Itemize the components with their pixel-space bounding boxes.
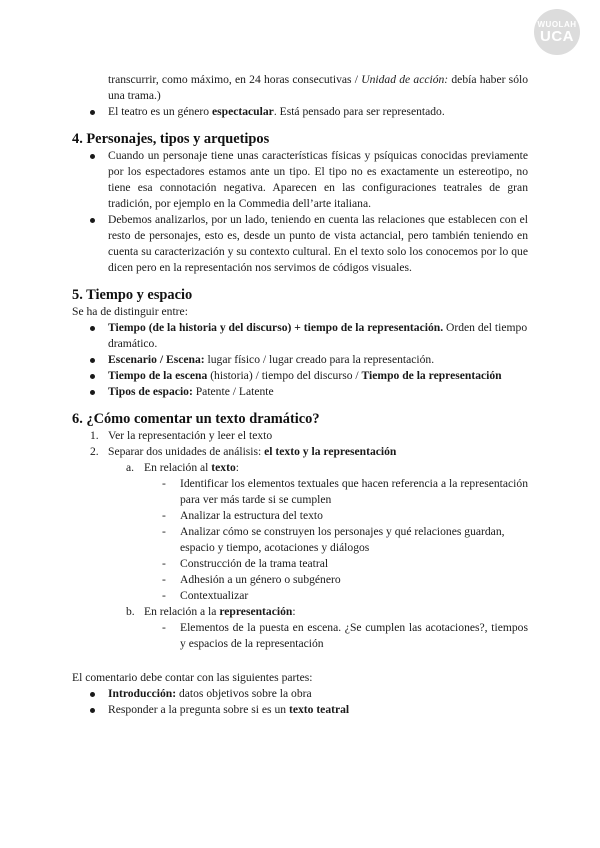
logo-line-2: UCA xyxy=(540,28,574,45)
sub-item-b xyxy=(72,604,528,620)
item-text: Construcción de la trama teatral xyxy=(180,557,329,570)
bullet-text: . Está pensado para ser representado. xyxy=(273,105,445,118)
bullet-text: Responder a la pregunta sobre si es un xyxy=(108,703,289,716)
dash-marker: - xyxy=(162,525,166,538)
section-5-heading: 5. Tiempo y espacio xyxy=(72,287,193,303)
item-text: Adhesión a un género o subgénero xyxy=(180,573,341,586)
bullet-spectacular xyxy=(72,104,528,120)
item-text: : xyxy=(292,605,296,618)
item-text: Analizar cómo se construyen los personajes y qué relaciones guardan, espacio y tiempo, acotaciones y diálogos xyxy=(180,525,505,554)
bullet-text: El teatro es un género xyxy=(108,105,212,118)
section-5-bullet-4 xyxy=(72,384,528,400)
list-marker: 2. xyxy=(90,445,99,458)
wuolah-uca-logo xyxy=(534,9,580,55)
bullet-text: Patente / Latente xyxy=(192,385,274,398)
item-bold: representación xyxy=(219,605,293,618)
dash-marker: - xyxy=(162,509,166,522)
list-marker: b. xyxy=(126,605,135,618)
item-text: Identificar los elementos textuales que hacen referencia a la representación para ver más tarde si se cumplen xyxy=(180,477,528,506)
dash-marker: - xyxy=(162,621,166,634)
comment-intro: El comentario debe contar con las siguientes partes: xyxy=(72,671,313,684)
comment-bullet-2 xyxy=(72,702,528,718)
section-6-heading: 6. ¿Cómo comentar un texto dramático? xyxy=(72,411,320,427)
section-5-bullet-1 xyxy=(72,320,528,352)
bullet-text: (historia) / tiempo del discurso / xyxy=(207,369,362,382)
bullet-bold: Tiempo de la representación xyxy=(361,369,502,382)
dash-item xyxy=(72,556,528,572)
dash-marker: - xyxy=(162,573,166,586)
bullet-bold: Tipos de espacio: xyxy=(108,385,193,398)
item-text: Analizar la estructura del texto xyxy=(180,509,323,522)
item-text: Elementos de la puesta en escena. ¿Se cumplen las acotaciones?, tiempos y espacios de la representación xyxy=(180,621,528,650)
numbered-item-2 xyxy=(72,444,528,460)
bullet-bold: Tiempo (de la historia y del discurso) + tiempo de la representación. xyxy=(108,321,444,334)
continued-text-a: transcurrir, como máximo, en 24 horas consecutivas / xyxy=(108,73,362,86)
item-text: Ver la representación y leer el texto xyxy=(108,429,273,442)
item-text: Separar dos unidades de análisis: xyxy=(108,445,265,458)
bullet-bold: Tiempo de la escena xyxy=(108,369,208,382)
dash-item xyxy=(72,572,528,588)
dash-item xyxy=(72,620,528,652)
bullet-bold: texto teatral xyxy=(288,703,350,716)
item-bold: el texto y la representación xyxy=(264,445,397,458)
bullet-text: lugar físico / lugar creado para la representación. xyxy=(204,353,435,366)
bullet-bold: Escenario / Escena: xyxy=(108,353,205,366)
item-bold: texto xyxy=(211,461,236,474)
bullet-bold: espectacular xyxy=(211,105,274,118)
dash-item xyxy=(72,524,528,556)
numbered-item-1 xyxy=(72,428,528,444)
continued-paragraph xyxy=(72,72,528,104)
section-5-intro: Se ha de distinguir entre: xyxy=(72,305,188,318)
logo-line-1: WUOLAH xyxy=(537,20,577,29)
list-marker: a. xyxy=(126,461,135,474)
section-4-bullet-2: Debemos analizarlos, por un lado, teniendo en cuenta las relaciones que establecen con el resto de personajes, esto es, desde un punto de vista actancial, pero también teniendo en cuenta su caracterización y su contexto cultural. En el texto solo los conocemos por lo que dicen pero en la representación nos servimos de códigos visuales. xyxy=(72,212,528,276)
bullet-text: datos objetivos sobre la obra xyxy=(176,687,312,700)
list-marker: 1. xyxy=(90,429,99,442)
item-text: En relación a la xyxy=(144,605,220,618)
bullet-text: Orden del tiempo dramático. xyxy=(108,321,528,350)
section-4-heading: 4. Personajes, tipos y arquetipos xyxy=(72,131,270,147)
dash-item xyxy=(72,588,528,604)
item-text: : xyxy=(235,461,239,474)
item-text: Contextualizar xyxy=(180,589,249,602)
dash-marker: - xyxy=(162,589,166,602)
comment-bullet-1 xyxy=(72,686,528,702)
section-5-bullet-2 xyxy=(72,352,528,368)
section-5-bullet-3 xyxy=(72,368,528,384)
sub-item-a xyxy=(72,460,528,476)
continued-text-b: debía haber sólo una trama.) xyxy=(108,73,529,102)
item-text: En relación al xyxy=(144,461,212,474)
bullet-bold: Introducción: xyxy=(108,687,177,700)
dash-item xyxy=(72,508,528,524)
section-4-bullet-1: Cuando un personaje tiene unas características físicas y psíquicas conocidas previamente por los espectadores estamos ante un tipo. El tipo no es exactamente un estereotipo, no tiene esa connotación negativa. Aparecen en las configuraciones teatrales de gran tradición, por ejemplo en la Commedia dell’arte italiana. xyxy=(72,148,528,212)
dash-marker: - xyxy=(162,477,166,490)
dash-marker: - xyxy=(162,557,166,570)
dash-item xyxy=(72,476,528,508)
continued-text-italic: Unidad de acción: xyxy=(361,73,449,86)
document-content xyxy=(72,72,528,718)
